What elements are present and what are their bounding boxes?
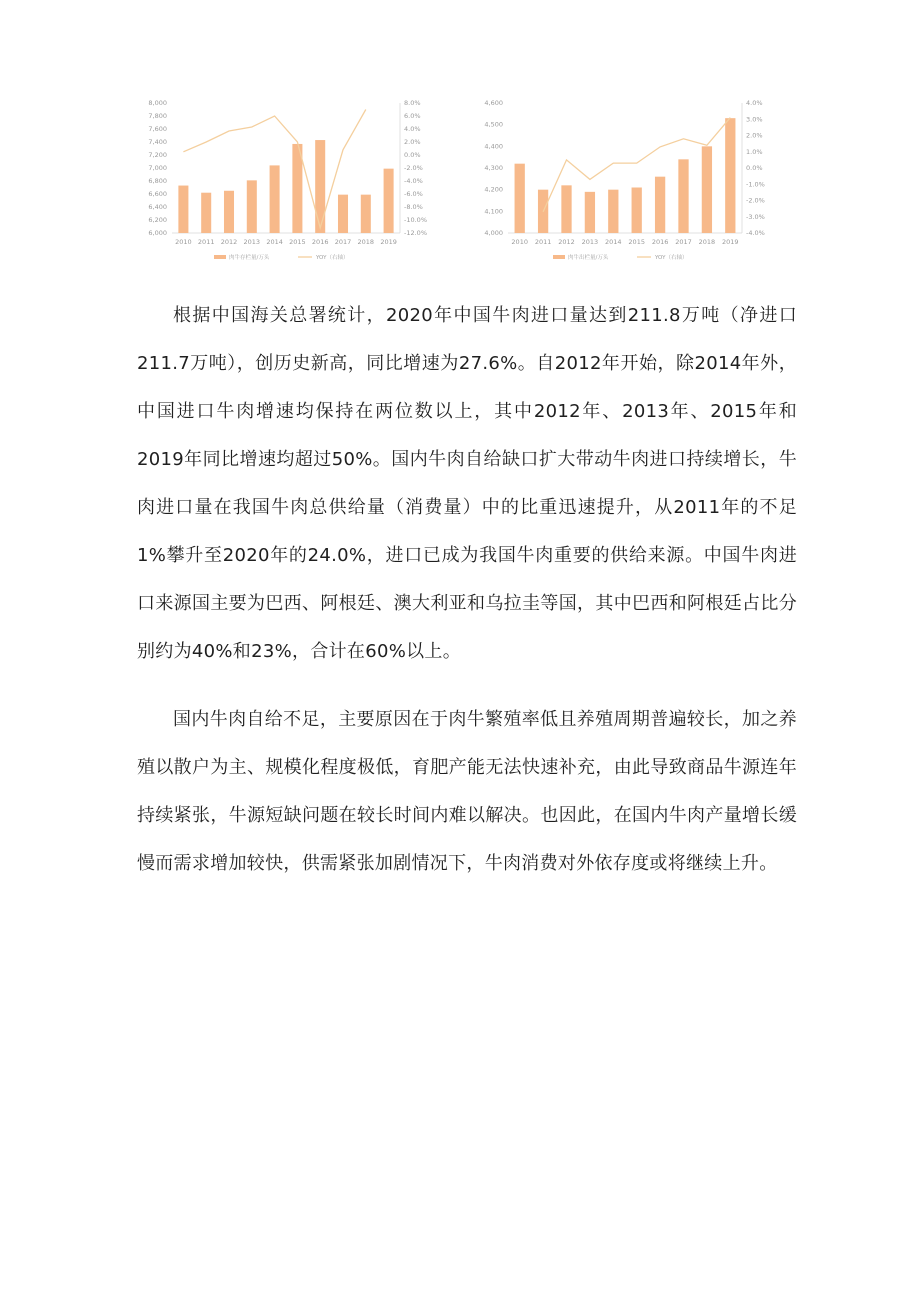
y-tick-label: 6,400 [148, 203, 167, 211]
bar [224, 191, 234, 233]
y2-tick-label: 8.0% [404, 99, 421, 107]
y-tick-label: 7,000 [148, 164, 167, 172]
y-tick-label: 6,600 [148, 190, 167, 198]
legend-line-label: YOY（右轴） [316, 255, 349, 261]
y2-tick-label: 0.0% [404, 151, 421, 159]
x-tick-label: 2019 [380, 238, 397, 246]
y-tick-label: 6,000 [148, 229, 167, 237]
y-tick-label: 4,500 [484, 120, 503, 129]
y2-tick-label: -2.0% [404, 164, 423, 172]
cattle-slaughter-chart-svg [480, 95, 786, 270]
y2-tick-label: 2.0% [746, 131, 763, 140]
y-tick-label: 4,200 [484, 185, 503, 194]
y-tick-label: 6,200 [148, 216, 167, 224]
legend-bar-label: 肉牛存栏量/万头 [229, 255, 270, 261]
y2-tick-label: -10.0% [404, 216, 427, 224]
cattle-inventory-chart [140, 95, 446, 270]
bar [608, 190, 618, 233]
y2-tick-label: -8.0% [404, 203, 423, 211]
x-tick-label: 2017 [334, 238, 352, 246]
x-tick-label: 2010 [175, 238, 192, 246]
bar [655, 177, 665, 233]
x-tick-label: 2012 [220, 238, 238, 246]
x-tick-label: 2011 [534, 238, 552, 246]
x-tick-label: 2011 [197, 238, 215, 246]
x-tick-label: 2015 [628, 238, 645, 246]
bar [361, 195, 371, 233]
x-tick-label: 2014 [605, 238, 622, 246]
bar [384, 169, 394, 233]
y2-tick-label: -2.0% [746, 196, 765, 205]
x-tick-label: 2018 [357, 238, 375, 246]
paragraph-self-sufficiency: 国内牛肉自给不足，主要原因在于肉牛繁殖率低且养殖周期普遍较长，加之养殖以散户为主、规模化程度极低，育肥产能无法快速补充，由此导致商品牛源连年持续紧张，牛源短缺问题在较长时间内难以解决。也因此，在国内牛肉产量增长缓慢而需求增加较快，供需紧张加剧情况下，牛肉消费对外依存度或将继续上升。 [137, 709, 797, 874]
bar [315, 140, 325, 233]
x-tick-label: 2019 [722, 238, 739, 246]
x-tick-label: 2016 [311, 238, 329, 246]
bar [270, 165, 280, 233]
y-tick-label: 6,800 [148, 177, 167, 185]
x-tick-label: 2017 [675, 238, 692, 246]
x-tick-label: 2014 [266, 238, 283, 246]
x-tick-label: 2015 [289, 238, 306, 246]
bar [702, 146, 712, 233]
legend-bar-swatch [553, 255, 565, 259]
legend-bar-swatch [214, 255, 226, 259]
legend-bar-label: 肉牛出栏量/万头 [568, 255, 609, 261]
y2-tick-label: 0.0% [746, 164, 763, 172]
y2-tick-label: -4.0% [404, 177, 423, 185]
y2-tick-label: -6.0% [404, 190, 423, 198]
y-tick-label: 4,400 [484, 142, 503, 151]
y-tick-label: 4,300 [484, 164, 503, 172]
y2-tick-label: 2.0% [404, 138, 421, 146]
y2-tick-label: 3.0% [746, 115, 763, 124]
legend-line-label: YOY（右轴） [655, 255, 688, 261]
y-tick-label: 7,600 [148, 125, 167, 133]
bar [632, 188, 642, 234]
bar [247, 180, 257, 233]
bar [515, 164, 525, 233]
bar [585, 192, 595, 233]
y-tick-label: 4,600 [484, 99, 503, 107]
article-body [137, 292, 797, 908]
cattle-inventory-chart-svg [140, 95, 446, 270]
y-tick-label: 8,000 [148, 99, 167, 107]
x-tick-label: 2013 [581, 238, 599, 246]
bar [725, 118, 735, 233]
y2-tick-label: 1.0% [746, 147, 763, 156]
x-tick-label: 2013 [243, 238, 261, 246]
x-tick-label: 2010 [511, 238, 528, 246]
y2-tick-label: 4.0% [404, 125, 421, 133]
y2-tick-label: -1.0% [746, 180, 765, 189]
cattle-slaughter-chart [480, 95, 786, 270]
y2-tick-label: -4.0% [746, 229, 765, 237]
x-tick-label: 2018 [698, 238, 716, 246]
bar [338, 195, 348, 233]
y2-tick-label: 6.0% [404, 112, 421, 120]
y-tick-label: 7,200 [148, 151, 167, 159]
y2-tick-label: -3.0% [746, 212, 765, 221]
x-tick-label: 2012 [558, 238, 575, 246]
y2-tick-label: 4.0% [746, 99, 763, 107]
bar [561, 185, 571, 233]
x-tick-label: 2016 [651, 238, 669, 246]
y-tick-label: 7,800 [148, 112, 167, 120]
paragraph-import-statistics: 根据中国海关总署统计，2020年中国牛肉进口量达到211.8万吨（净进口211.7万吨），创历史新高，同比增速为27.6%。自2012年开始，除2014年外，中国进口牛肉增速均保持在两位数以上，其中2012年、2013年、2015年和2019年同比增速均超过50%。国内牛肉自给缺口扩大带动牛肉进口持续增长，牛肉进口量在我国牛肉总供给量（消费量）中的比重迅速提升，从2011年的不足1%攀升至2020年的24.0%，进口已成为我国牛肉重要的供给来源。中国牛肉进口来源国主要为巴西、阿根廷、澳大利亚和乌拉圭等国，其中巴西和阿根廷占比分别约为40%和23%，合计在60%以上。 [137, 305, 797, 662]
bar [678, 159, 688, 233]
bar [201, 193, 211, 233]
y-tick-label: 7,400 [148, 138, 167, 146]
y2-tick-label: -12.0% [404, 229, 427, 237]
y-tick-label: 4,000 [484, 229, 503, 237]
y-tick-label: 4,100 [484, 207, 503, 216]
bar [178, 186, 188, 233]
